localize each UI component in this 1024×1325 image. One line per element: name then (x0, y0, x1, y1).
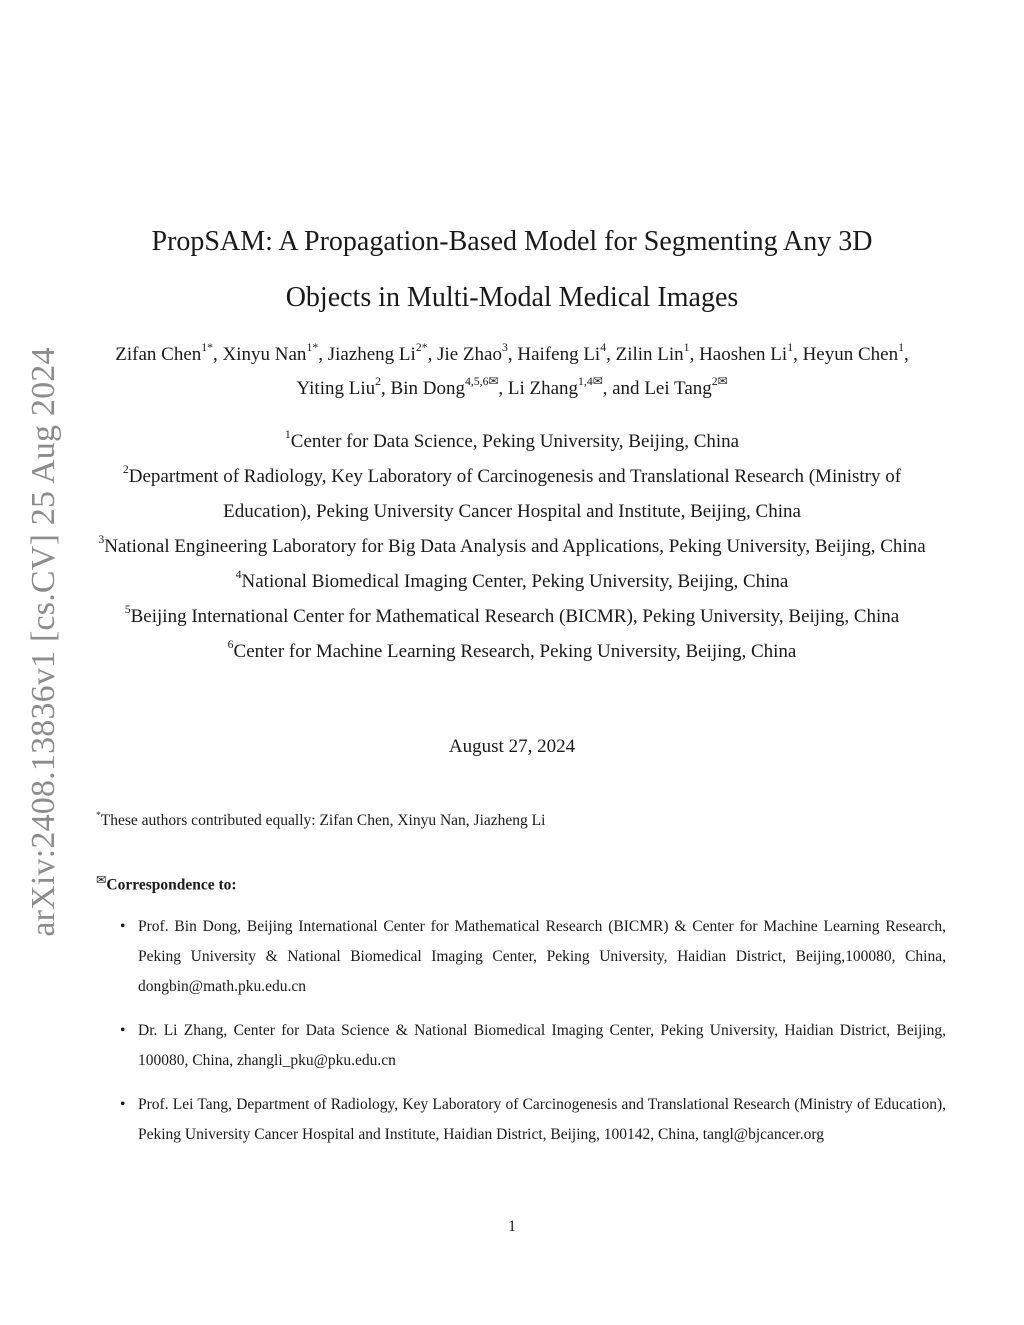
author-marks: 3 (501, 341, 508, 355)
author-name: Li Zhang (507, 378, 579, 399)
affiliation: $^6$Center for Machine Learning Research, Peking University, Beijing, China (227, 638, 797, 662)
equal-contribution-note: *These authors contributed equally: Zifan Chen, Xinyu Nan, Jiazheng Li (96, 809, 546, 829)
author-list: Zifan Chen$^{1*}$, Xinyu Nan$^{1*}$, Jiazheng $Li^{2*}$, Jie Zhao$^3$, Haifeng Li$^4$, Zilin Lin$^1$, Haoshen Li$^1$, Heyun Chen$^1$, Yiting Liu$^2$, Bin Dong$^{4,5,6✉}$, Li Zhang$^{1,4✉}$, and Lei Tang$^{2✉}$ (115, 341, 909, 399)
affiliation-number: 6 (227, 638, 234, 652)
author-name: Zilin Lin (615, 344, 684, 365)
correspondence-entry: • Prof. Lei Tang, Department of Radiology, Key Laboratory of Carcinogenesis and Translational Research (Ministry of Education), Peking University Cancer Hospital and Institute, Haidian District, Beijing, 100142, China, tangl@bjcancer.org (120, 1090, 946, 1150)
correspondence-entry: • Dr. Li Zhang, Center for Data Science & National Biomedical Imaging Center, Peking University, Haidian District, Beijing, 100080, China, zhangli_pku@pku.edu.cn (120, 1016, 946, 1076)
author-name: Haoshen Li (699, 344, 788, 365)
bullet-icon: • (120, 1022, 126, 1039)
correspondence-entry: • Prof. Bin Dong, Beijing International Center for Mathematical Research (BICMR) & Center for Machine Learning Research, Peking University & National Biomedical Imaging Center, Peking University, Haidian District, Beijing,100080, China, dongbin@math.pku.edu.cn (120, 912, 946, 1002)
affiliation-number: 5 (124, 603, 131, 617)
author-marks: 2 (375, 375, 382, 389)
affiliation: $^2$Department of Radiology, Key Laboratory of Carcinogenesis and Translational Research (Ministry of Education), Peking University Cancer Hospital and Institute, Beijing, China (122, 463, 902, 522)
author-name: Jie Zhao (437, 344, 502, 365)
author-name: Heyun Chen (802, 344, 899, 365)
affiliation-number: 1 (284, 428, 291, 442)
title-line: Objects in Multi-Modal Medical Images (285, 282, 739, 313)
affiliation-number: 4 (235, 568, 242, 582)
affiliation: $^5$Beijing International Center for Mathematical Research (BICMR), Peking University, Beijing, China (124, 603, 900, 627)
correspondence-heading: ✉Correspondence to: (96, 873, 237, 894)
bullet-icon: • (120, 1096, 126, 1113)
author-marks: 4,5,6✉ (464, 375, 499, 389)
author-name: Lei Tang (644, 378, 712, 399)
affiliation: $^4$National Biomedical Imaging Center, Peking University, Beijing, China (235, 568, 789, 592)
author-marks: 1* (306, 341, 319, 355)
author-name: Zifan Chen (115, 344, 202, 365)
affiliation: $^1$Center for Data Science, Peking University, Beijing, China (284, 428, 740, 452)
author-marks: 2✉ (711, 375, 728, 389)
author-marks: 2* (415, 341, 428, 355)
author-marks: 1,4✉ (578, 375, 603, 389)
author-marks: 1* (201, 341, 214, 355)
affiliation-number: 2 (122, 463, 129, 477)
title-line: PropSAM: A Propagation-Based Model for Segmenting Any 3D (151, 226, 873, 257)
author-name: Yiting Liu (296, 378, 376, 399)
page-number: 1 (508, 1218, 516, 1235)
asterisk-mark: * (96, 809, 101, 821)
author-name: Haifeng Li (517, 344, 601, 365)
author-marks: 1 (683, 341, 690, 355)
correspondence-list (120, 912, 946, 1164)
publication-date: August 27, 2024 (448, 736, 576, 757)
author-marks: 4 (600, 341, 607, 355)
author-name: Xinyu Nan (222, 344, 307, 365)
author-marks: 1 (898, 341, 904, 355)
author-name: Jiazheng Li (327, 344, 416, 365)
affiliation: $^3$National Engineering Laboratory for Big Data Analysis and Applications, Peking University, Beijing, China (98, 533, 926, 557)
paper-title (120, 214, 904, 326)
author-marks: 1 (787, 341, 794, 355)
envelope-icon: ✉ (96, 873, 107, 887)
arxiv-identifier: arXiv:2408.13836v1 [cs.CV] 25 Aug 2024 (25, 347, 62, 937)
affiliation-list (98, 424, 926, 669)
bullet-icon: • (120, 918, 126, 935)
affiliation-number: 3 (98, 533, 105, 547)
author-name: Bin Dong (390, 378, 465, 399)
